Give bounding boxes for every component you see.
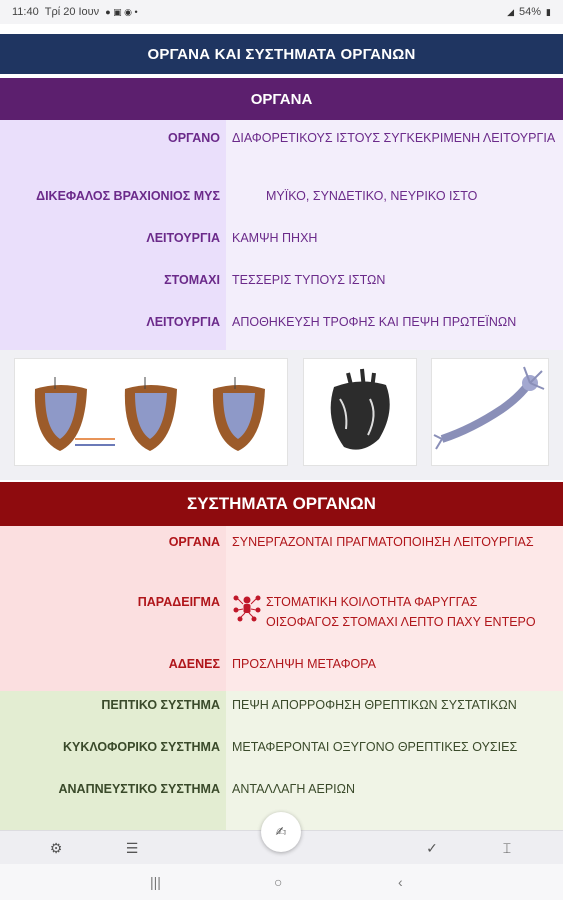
status-date: Τρί 20 Ιουν (44, 6, 100, 18)
table-row (0, 737, 563, 757)
row-value: ΣΥΝΕΡΓΑΖΟΝΤΑΙ ΠΡΑΓΜΑΤΟΠΟΙΗΣΗ ΛΕΙΤΟΥΡΓΙΑΣ (232, 535, 534, 549)
row-label: ΛΕΙΤΟΥΡΓΙΑ (146, 315, 220, 329)
back-icon[interactable]: ‹ (398, 874, 403, 890)
row-value: ΔΙΑΦΟΡΕΤΙΚΟΥΣ ΙΣΤΟΥΣ ΣΥΓΚΕΚΡΙΜΕΝΗ ΛΕΙΤΟΥΡΓΙΑ (232, 131, 556, 145)
row-label: ΑΔΕΝΕΣ (168, 657, 220, 671)
row-value: ΜΕΤΑΦΕΡΟΝΤΑΙ ΟΞΥΓΟΝΟ ΘΡΕΠΤΙΚΕΣ ΟΥΣΙΕΣ (232, 740, 518, 754)
row-label: ΠΕΠΤΙΚΟ ΣΥΣΤΗΜΑ (101, 698, 220, 712)
wifi-icon: ◢ (507, 6, 515, 17)
row-value: ΠΕΨΗ ΑΠΟΡΡΟΦΗΣΗ ΘΡΕΠΤΙΚΩΝ ΣΥΣΤΑΤΙΚΩΝ (232, 698, 517, 712)
table-row (0, 695, 563, 715)
neuron-image[interactable] (431, 358, 549, 466)
table-row (0, 270, 563, 290)
row-value: ΑΝΤΑΛΛΑΓΗ ΑΕΡΙΩΝ (232, 782, 355, 796)
row-label: ΟΡΓΑΝΟ (168, 131, 220, 145)
handwriting-menu-button[interactable]: ✍ (261, 812, 301, 852)
table-row (0, 592, 563, 632)
text-cursor-icon[interactable]: ⌶ (502, 840, 512, 856)
table-row (0, 228, 563, 248)
row-label: ΔΙΚΕΦΑΛΟΣ ΒΡΑΧΙΟΝΙΟΣ ΜΥΣ (36, 189, 220, 203)
page-title: ΟΡΓΑΝΑ ΚΑΙ ΣΥΣΤΗΜΑΤΑ ΟΡΓΑΝΩΝ (0, 34, 563, 74)
system-nav-bar (0, 864, 563, 900)
table-row (0, 654, 563, 674)
systems-list-table (0, 691, 563, 831)
example-line-2: ΟΙΣΟΦΑΓΟΣ ΣΤΟΜΑΧΙ ΛΕΠΤΟ ΠΑΧΥ ΕΝΤΕΡΟ (266, 615, 536, 629)
organa-table (0, 120, 563, 350)
example-line-1: ΣΤΟΜΑΤΙΚΗ ΚΟΙΛΟΤΗΤΑ ΦΑΡΥΓΓΑΣ (266, 595, 478, 609)
row-label: ΚΥΚΛΟΦΟΡΙΚΟ ΣΥΣΤΗΜΑ (62, 740, 220, 754)
heart-cycle-image[interactable] (14, 358, 288, 466)
table-row (0, 779, 563, 799)
row-label: ΠΑΡΑΔΕΙΓΜΑ (137, 595, 220, 609)
check-icon[interactable]: ✓ (426, 840, 438, 856)
row-value: ΜΥΪΚΟ, ΣΥΝΔΕΤΙΚΟ, ΝΕΥΡΙΚΟ ΙΣΤΟ (266, 189, 478, 203)
row-label: ΟΡΓΑΝΑ (168, 535, 220, 549)
table-row (0, 312, 563, 332)
row-value: ΠΡΟΣΛΗΨΗ ΜΕΤΑΦΟΡΑ (232, 657, 377, 671)
status-time: 11:40 (12, 6, 39, 18)
row-value: ΚΑΜΨΗ ΠΗΧΗ (232, 231, 318, 245)
table-row (0, 128, 563, 148)
sliders-icon[interactable]: ☰ (125, 840, 139, 856)
row-label: ΣΤΟΜΑΧΙ (164, 273, 220, 287)
row-value: ΑΠΟΘΗΚΕΥΣΗ ΤΡΟΦΗΣ ΚΑΙ ΠΕΨΗ ΠΡΩΤΕΪΝΩΝ (232, 315, 517, 329)
row-value (226, 592, 563, 632)
heart-anatomy-image[interactable] (303, 358, 417, 466)
status-bar (0, 0, 563, 24)
recent-apps-icon[interactable]: ||| (150, 874, 161, 890)
row-value: ΤΕΣΣΕΡΙΣ ΤΥΠΟΥΣ ΙΣΤΩΝ (232, 273, 386, 287)
home-icon[interactable]: ○ (274, 874, 283, 890)
systems-table (0, 526, 563, 691)
battery-level: 54% (519, 6, 542, 18)
table-row (0, 532, 563, 552)
section-header-organa: ΟΡΓΑΝΑ (0, 78, 563, 120)
row-label: ΛΕΙΤΟΥΡΓΙΑ (146, 231, 220, 245)
section-header-systems: ΣΥΣΤΗΜΑΤΑ ΟΡΓΑΝΩΝ (0, 482, 563, 526)
images-strip (0, 350, 563, 480)
row-label: ΑΝΑΠΝΕΥΣΤΙΚΟ ΣΥΣΤΗΜΑ (58, 782, 220, 796)
settings-gear-icon[interactable]: ⚙ (49, 840, 63, 856)
table-row (0, 186, 563, 206)
organs-icon (232, 592, 262, 622)
battery-icon: ▮ (546, 6, 551, 17)
notification-icon: ● ▣ ◉ • (105, 6, 138, 17)
